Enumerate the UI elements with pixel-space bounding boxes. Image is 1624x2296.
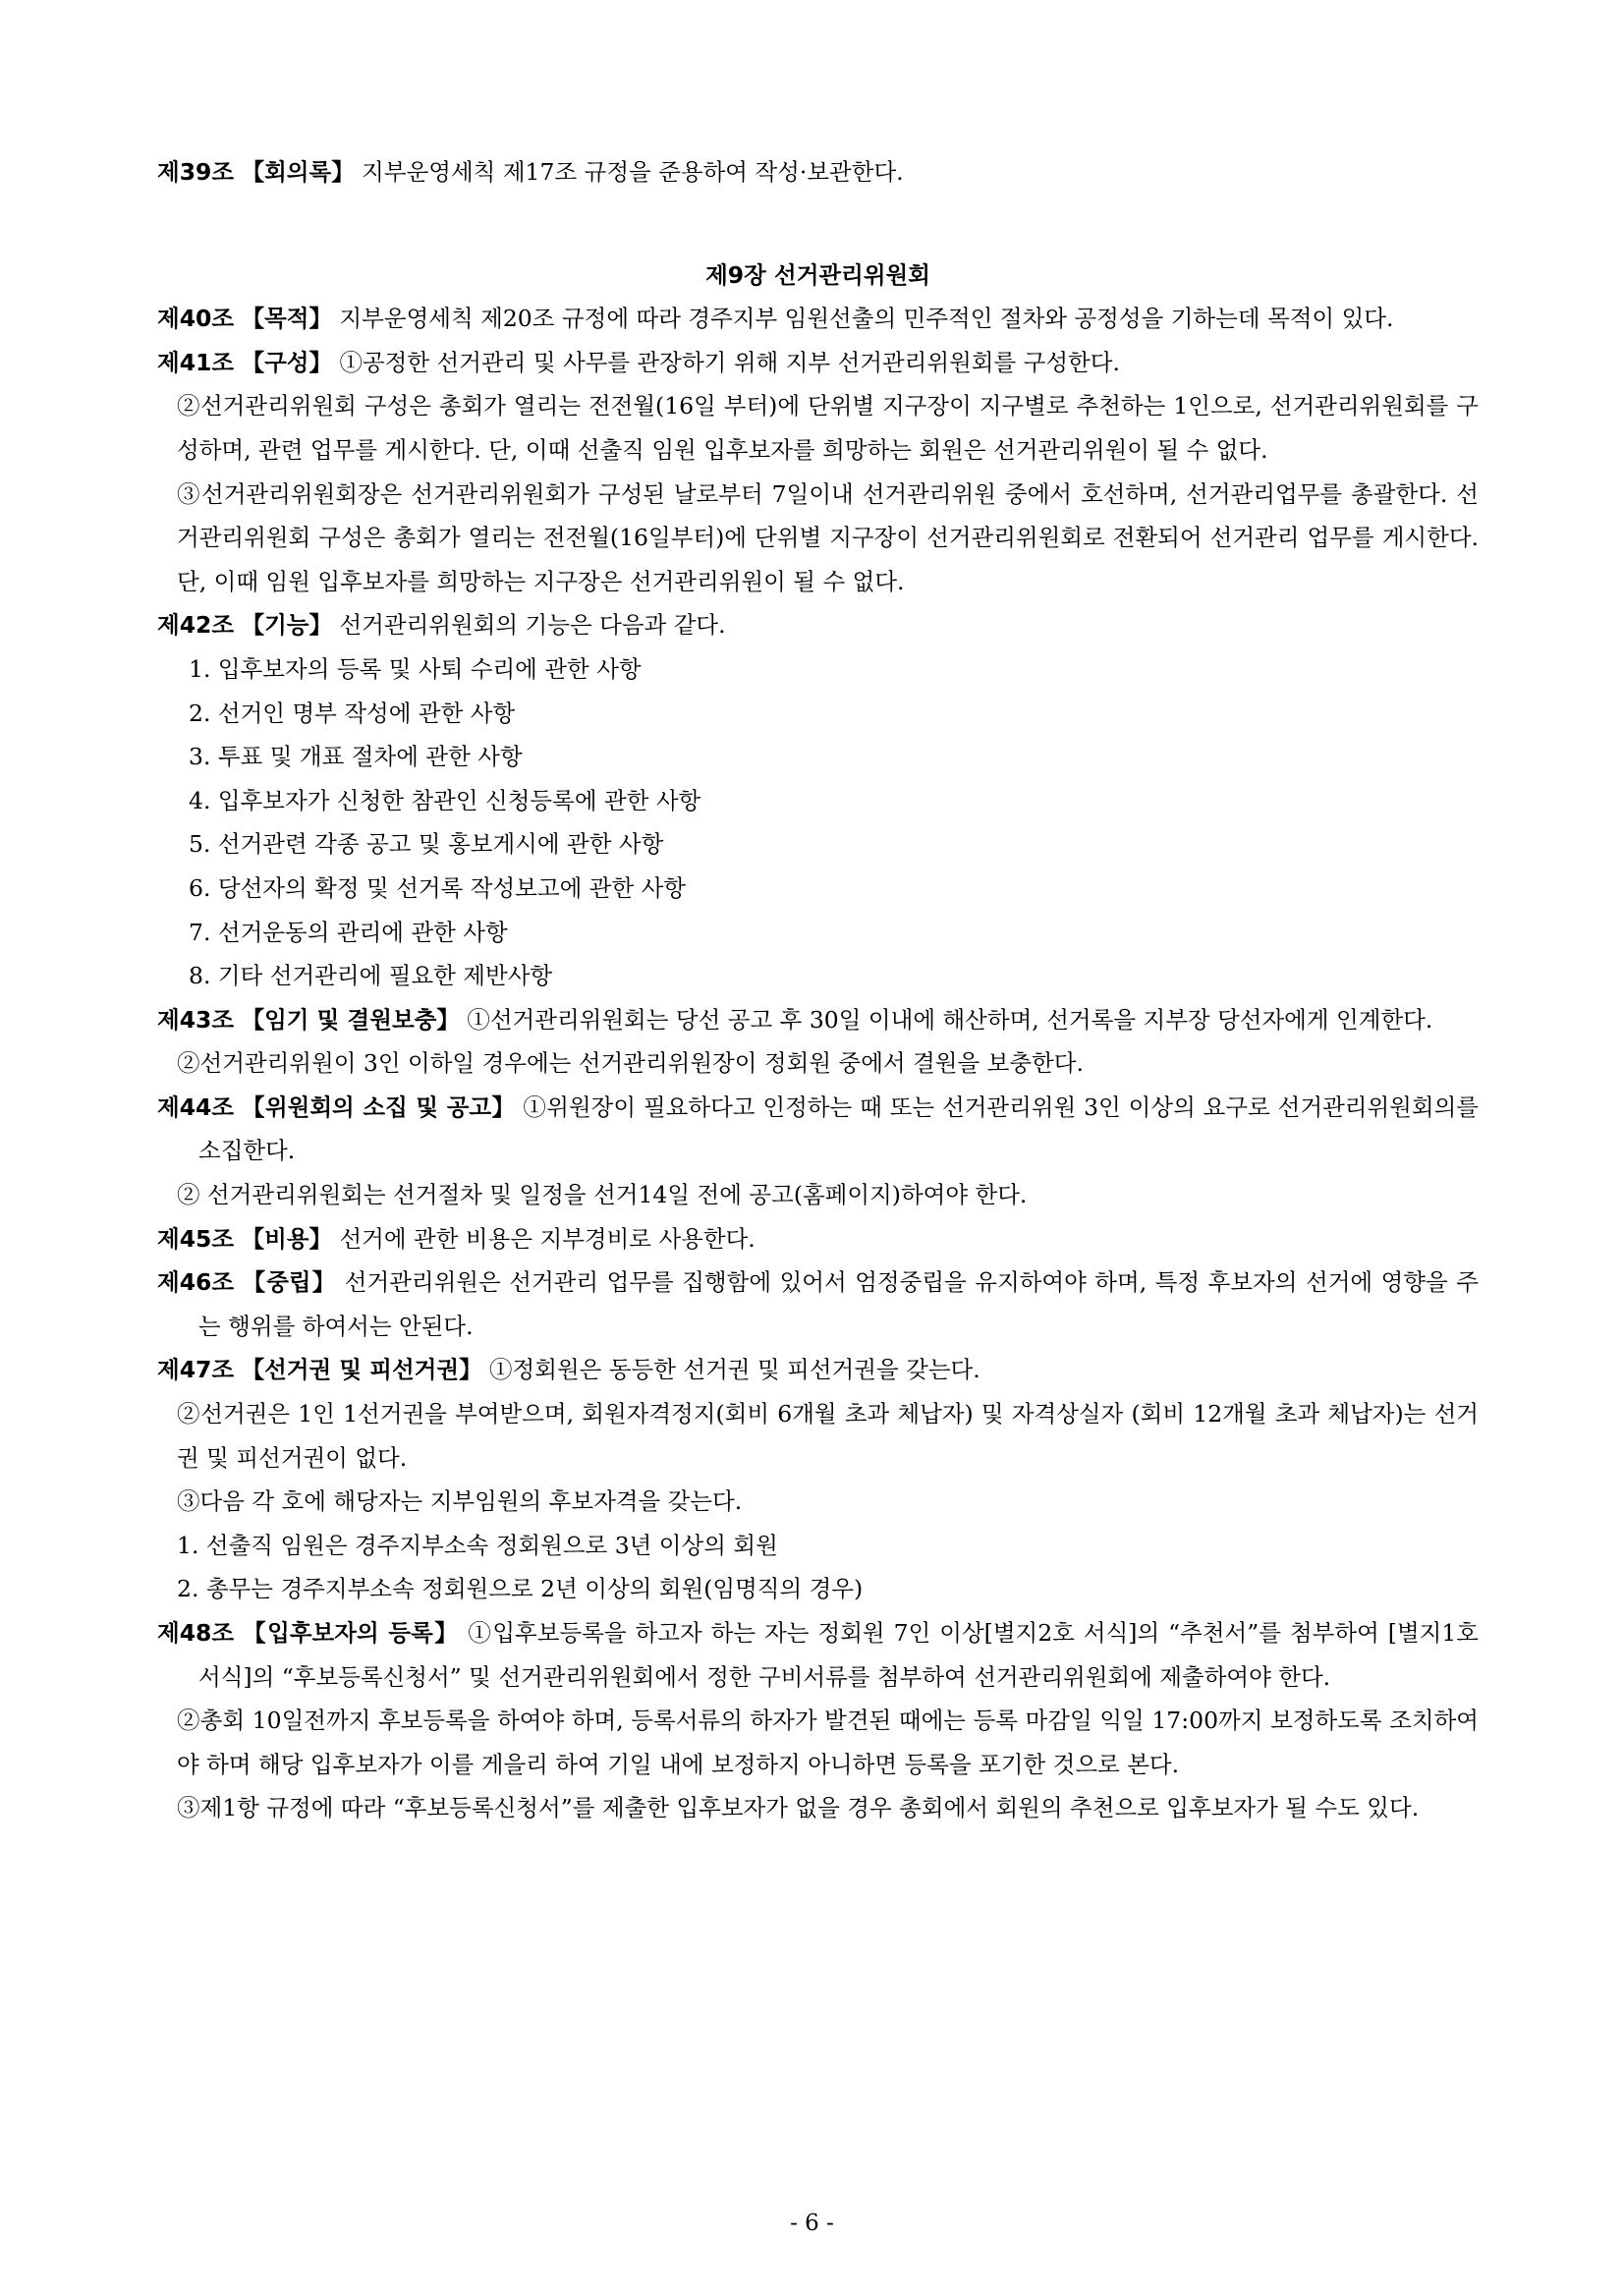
page-number: - 6 - xyxy=(790,2211,834,2236)
article-number: 제48조 xyxy=(157,1619,235,1647)
article-number: 제44조 xyxy=(157,1092,235,1121)
article-number: 제45조 xyxy=(157,1224,235,1253)
article-number: 제43조 xyxy=(157,1005,235,1034)
article-41 xyxy=(157,341,1479,385)
article-text: 지부운영세칙 제17조 규정을 준용하여 작성·보관한다. xyxy=(354,158,904,186)
list-item: 6. 당선자의 확정 및 선거록 작성보고에 관한 사항 xyxy=(189,873,687,902)
article-47-paragraph-2: ②선거권은 1인 1선거권을 부여받으며, 회원자격정지(회비 6개월 초과 체납자) 및 자격상실자 (회비 12개월 초과 체납자)는 선거권 및 피선거권이 없다. xyxy=(177,1400,1479,1472)
article-41-paragraph-2: ②선거관리위원회 구성은 총회가 열리는 전전월(16일 부터)에 단위별 지구장이 지구별로 추천하는 1인으로, 선거관리위원회를 구성하며, 관련 업무를 게시한다. 단, 이때 선출직 임원 입후보자를 희망하는 회원은 선거관리위원이 될 수 없다. xyxy=(177,392,1479,464)
article-text: 지부운영세칙 제20조 규정에 따라 경주지부 임원선출의 민주적인 절차와 공정성을 기하는데 목적이 있다. xyxy=(332,305,1394,333)
article-title: 【목적】 xyxy=(241,305,332,333)
list-item: 8. 기타 선거관리에 필요한 제반사항 xyxy=(189,962,553,990)
article-text: ①선거관리위원회는 당선 공고 후 30일 이내에 해산하며, 선거록을 지부장 당선자에게 인계한다. xyxy=(459,1005,1433,1034)
article-number: 제46조 xyxy=(157,1268,235,1297)
article-text: 선거관리위원은 선거관리 업무를 집행함에 있어서 엄정중립을 유지하여야 하며, 특정 후보자의 선거에 영향을 주는 행위를 하여서는 안된다. xyxy=(198,1268,1479,1340)
article-48-paragraph-2: ②총회 10일전까지 후보등록을 하여야 하며, 등록서류의 하자가 발견된 때에는 등록 마감일 익일 17:00까지 보정하도록 조치하여야 하며 해당 입후보자가 이를 게을리 하여 기일 내에 보정하지 아니하면 등록을 포기한 것으로 본다. xyxy=(177,1707,1479,1778)
article-40 xyxy=(157,297,1479,341)
article-number: 제40조 xyxy=(157,305,235,333)
article-title: 【선거권 및 피선거권】 xyxy=(241,1356,482,1384)
article-title: 【기능】 xyxy=(241,611,332,640)
list-item: 5. 선거관련 각종 공고 및 홍보게시에 관한 사항 xyxy=(189,830,664,859)
article-text: 선거에 관한 비용은 지부경비로 사용한다. xyxy=(332,1224,756,1253)
list-item: 4. 입후보자가 신청한 참관인 신청등록에 관한 사항 xyxy=(189,786,701,814)
article-text: ①위원장이 필요하다고 인정하는 때 또는 선거관리위원 3인 이상의 요구로 선거관리위원회의를 소집한다. xyxy=(198,1092,1479,1165)
article-48-paragraph-3: ③제1항 규정에 따라 “후보등록신청서”를 제출한 입후보자가 없을 경우 총회에서 회원의 추천으로 입후보자가 될 수도 있다. xyxy=(177,1794,1420,1822)
article-text: 선거관리위원회의 기능은 다음과 같다. xyxy=(332,611,726,640)
article-title: 【위원회의 소집 및 공고】 xyxy=(242,1092,516,1121)
list-item: 2. 총무는 경주지부소속 정회원으로 2년 이상의 회원(임명직의 경우) xyxy=(177,1575,864,1603)
article-45 xyxy=(157,1217,1479,1261)
article-text: ①정회원은 동등한 선거권 및 피선거권을 갖는다. xyxy=(481,1356,980,1384)
article-47 xyxy=(157,1348,1479,1392)
article-41-paragraph-3: ③선거관리위원회장은 선거관리위원회가 구성된 날로부터 7일이내 선거관리위원 중에서 호선하며, 선거관리업무를 총괄한다. 선거관리위원회 구성은 총회가 열리는 전전월(16일부터)에 단위별 지구장이 선거관리위원회로 전환되어 선거관리 업무를 게시한다. 단, 이때 임원 입후보자를 희망하는 지구장은 선거관리위원이 될 수 없다. xyxy=(177,479,1479,595)
list-item: 2. 선거인 명부 작성에 관한 사항 xyxy=(189,699,516,727)
article-43 xyxy=(157,998,1479,1042)
article-title: 【중립】 xyxy=(242,1268,337,1297)
article-42 xyxy=(157,603,1479,647)
list-item: 1. 선출직 임원은 경주지부소속 정회원으로 3년 이상의 회원 xyxy=(177,1531,778,1559)
article-39 xyxy=(157,150,1479,195)
article-text: ①공정한 선거관리 및 사무를 관장하기 위해 지부 선거관리위원회를 구성한다. xyxy=(332,348,1120,376)
article-48 xyxy=(157,1611,1479,1699)
article-title: 【입후보자의 등록】 xyxy=(243,1619,460,1647)
article-44-paragraph-2: ② 선거관리위원회는 선거절차 및 일정을 선거14일 전에 공고(홈페이지)하여야 한다. xyxy=(177,1181,1028,1209)
article-43-paragraph-2: ②선거관리위원이 3인 이하일 경우에는 선거관리위원장이 정회원 중에서 결원을 보충한다. xyxy=(177,1049,1084,1078)
article-title: 【회의록】 xyxy=(241,158,355,186)
article-44 xyxy=(157,1086,1479,1173)
article-title: 【구성】 xyxy=(241,348,332,376)
article-number: 제42조 xyxy=(157,611,235,640)
list-item: 1. 입후보자의 등록 및 사퇴 수리에 관한 사항 xyxy=(189,654,642,683)
article-47-paragraph-3: ③다음 각 호에 해당자는 지부임원의 후보자격을 갖는다. xyxy=(177,1487,743,1516)
article-46 xyxy=(157,1260,1479,1348)
article-title: 【임기 및 결원보충】 xyxy=(241,1005,460,1034)
chapter-heading: 제9장 선거관리위원회 xyxy=(705,260,930,289)
article-number: 제39조 xyxy=(157,158,235,186)
list-item: 3. 투표 및 개표 절차에 관한 사항 xyxy=(189,743,523,771)
list-item: 7. 선거운동의 관리에 관한 사항 xyxy=(189,918,508,946)
article-title: 【비용】 xyxy=(241,1224,332,1253)
article-number: 제41조 xyxy=(157,348,235,376)
page-content xyxy=(157,150,1479,1830)
spacer xyxy=(157,195,1479,252)
article-text: ①입후보등록을 하고자 하는 자는 정회원 7인 이상[별지2호 서식]의 “추천서”를 첨부하여 [별지1호 서식]의 “후보등록신청서” 및 선거관리위원회에서 정한 구비서류를 첨부하여 선거관리위원회에 제출하여야 한다. xyxy=(198,1619,1479,1691)
article-number: 제47조 xyxy=(157,1356,235,1384)
